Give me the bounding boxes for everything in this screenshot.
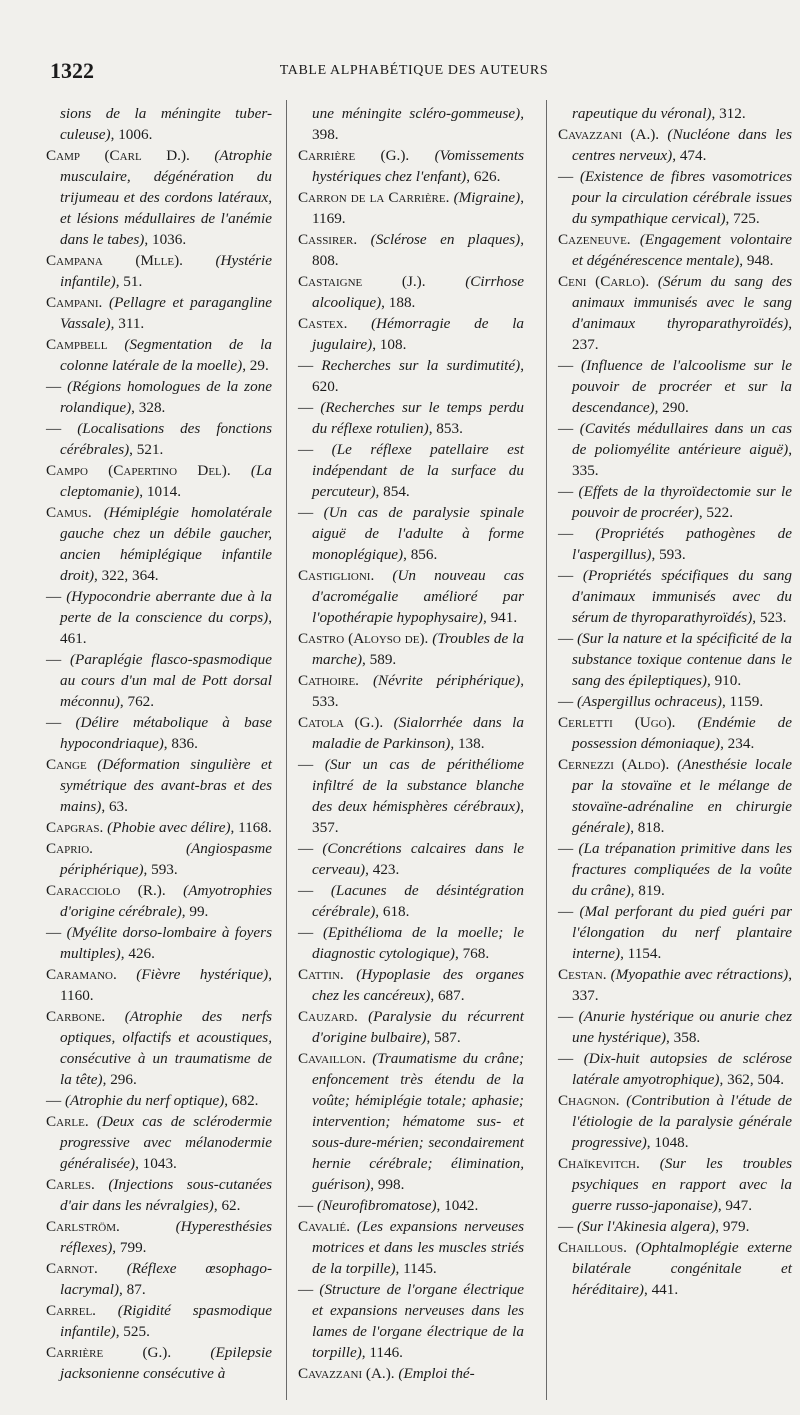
entry-title: (Neurofibromatose) <box>316 1197 437 1214</box>
entry-pages: , 618. <box>375 903 410 920</box>
index-entry <box>46 1258 272 1300</box>
entry-title: une méningite scléro-gommeuse) <box>312 105 521 122</box>
index-entry <box>298 670 524 712</box>
entry-title: (Segmentation de la colonne latérale de la moelle) <box>60 336 272 374</box>
index-entry <box>46 334 272 376</box>
entry-title: (Localisations des fonctions cérébrales) <box>60 420 273 458</box>
entry-pages: , 979. <box>715 1218 750 1235</box>
entry-author: — <box>558 420 574 437</box>
entry-title: (Traumatisme du crâne; enfoncement très étendu de la voûte; hémiplégie totale; aphasie; intervention; hématome sus- et sous-dure-mérien; secondairement hernie cérébrale; élimination, guérison) <box>312 1050 524 1193</box>
entry-author: Cestan. <box>558 966 607 983</box>
entry-title: (Atrophie musculaire, dégénération du trijumeau et des cordons latéraux, et lésions médullaires de l'anémie dans le tabes) <box>60 147 273 248</box>
entry-title: (Hypocondrie aberrante due à la perte de la conscience du corps) <box>60 588 272 626</box>
entry-author: — <box>298 357 314 374</box>
entry-author: Carles. <box>46 1176 95 1193</box>
entry-pages: , 63. <box>101 798 128 815</box>
entry-author: — <box>298 504 314 521</box>
entry-title: (Angiospasme périphérique) <box>60 840 272 878</box>
entry-author: — <box>558 525 574 542</box>
entry-author: — <box>298 1197 314 1214</box>
index-entry <box>572 103 792 124</box>
entry-pages: , 1146. <box>361 1344 403 1361</box>
page-number: 1322 <box>50 58 94 83</box>
entry-pages: , 589. <box>362 651 397 668</box>
entry-title: (Paralysie du récurrent d'origine bulbaire) <box>312 1008 524 1046</box>
index-entry <box>558 1153 792 1216</box>
entry-pages: , 819. <box>630 882 665 899</box>
index-entry <box>46 1174 272 1216</box>
entry-author: — <box>46 714 62 731</box>
entry-author: Catola (G.). <box>298 714 384 731</box>
entry-title: (Hyperesthésies réflexes) <box>60 1218 272 1256</box>
entry-author: — <box>558 903 574 920</box>
entry-pages: , 626. <box>466 168 501 185</box>
entry-pages: , 234. <box>720 735 755 752</box>
entry-author: — <box>558 357 574 374</box>
entry-pages: , 1169. <box>312 189 524 227</box>
entry-title: rapeutique du véronal) <box>572 105 712 122</box>
column-rule <box>286 100 287 1400</box>
entry-author: — <box>558 630 574 647</box>
entry-pages: , 312. <box>711 105 746 122</box>
entry-title: (Un nouveau cas d'acromégalie amélioré par l'opothérapie hypophysaire) <box>312 567 524 626</box>
entry-author: Carrière (G.). <box>298 147 410 164</box>
entry-author: Castiglioni. <box>298 567 375 584</box>
entry-title: (Hémiplégie homolatérale gauche chez un débile gaucher, ancien hémiplégique infantile droit) <box>60 504 272 584</box>
entry-author: — <box>46 420 62 437</box>
index-entry <box>298 628 525 670</box>
entry-title: (Propriétés pathogènes de l'aspergillus) <box>572 525 792 563</box>
entry-title: (Paraplégie flasco-spasmodique au cours d'un mal de Pott dorsal méconnu) <box>60 651 272 710</box>
entry-title: (Anurie hystérique ou anurie chez une hystérique) <box>572 1008 793 1046</box>
entry-author: Cavazzani (A.). <box>558 126 660 143</box>
index-entry <box>558 124 793 166</box>
entry-author: — <box>558 1218 574 1235</box>
entry-pages: , 461. <box>60 609 272 647</box>
index-entry <box>298 838 524 880</box>
entry-title: (Concrétions calcaires dans le cerveau) <box>312 840 524 878</box>
index-entry <box>46 712 272 754</box>
entry-author: — <box>298 882 314 899</box>
entry-author: Castaigne (J.). <box>298 273 426 290</box>
entry-title: (Sialorrhée dans la maladie de Parkinson) <box>312 714 524 752</box>
entry-title: (Ophtalmoplégie externe bilatérale congénitale et héréditaire) <box>572 1239 792 1298</box>
entry-author: — <box>46 651 62 668</box>
index-entry <box>46 292 273 334</box>
entry-author: Cavalié. <box>298 1218 351 1235</box>
index-entry <box>558 901 793 964</box>
column-rule <box>546 100 547 1400</box>
index-entry <box>298 145 524 187</box>
entry-title: (Injections sous-cutanées d'air dans les névralgies) <box>60 1176 272 1214</box>
entry-pages: , 768. <box>454 945 490 962</box>
entry-title: (Phobie avec délire) <box>107 819 231 836</box>
index-entry <box>558 418 793 481</box>
entry-author: — <box>298 924 314 941</box>
entry-author: Cavazzani (A.). <box>298 1365 395 1382</box>
entry-title: (Aspergillus ochraceus) <box>576 693 722 710</box>
entry-title: Recherches sur la surdimutité) <box>321 357 521 374</box>
index-entry <box>60 103 272 145</box>
entry-title: (La trépanation primitive dans les fractures compliquées de la voûte du crâne) <box>572 840 792 899</box>
index-entry <box>558 355 792 418</box>
entry-title: (Les expansions nerveuses motrices et dans les muscles striés de la torpille) <box>312 1218 524 1277</box>
entry-pages: , 856. <box>403 546 438 563</box>
index-entry <box>558 838 792 901</box>
entry-title: (Dix-huit autopsies de sclérose latérale amyotrophique) <box>572 1050 792 1088</box>
entry-author: Cattin. <box>298 966 344 983</box>
index-entry <box>46 586 272 649</box>
index-entry <box>46 964 272 1006</box>
entry-title: (Existence de fibres vasomotrices pour la circulation cérébrale issues du sympathique cervical) <box>572 168 792 227</box>
entry-author: Cavaillon. <box>298 1050 366 1067</box>
entry-author: Carrel. <box>46 1302 96 1319</box>
running-title: TABLE ALPHABÉTIQUE DES AUTEURS <box>279 63 549 78</box>
entry-author: Campo (Capertino Del). <box>46 462 231 479</box>
entry-pages: , 1043. <box>135 1155 177 1172</box>
index-entry <box>46 1342 272 1384</box>
index-entry <box>558 166 792 229</box>
index-entry <box>46 460 272 502</box>
index-entry <box>46 1216 272 1258</box>
index-entry <box>46 145 273 250</box>
entry-title: (Atrophie du nerf optique) <box>64 1092 225 1109</box>
entry-author: Cange <box>46 756 87 773</box>
entry-author: Carbone. <box>46 1008 106 1025</box>
index-entry <box>558 481 793 523</box>
entry-pages: , 99. <box>181 903 209 920</box>
entry-title: (Effets de la thyroïdectomie sur le pouvoir de procréer) <box>572 483 793 521</box>
entry-author: — <box>558 483 574 500</box>
entry-pages: , 322, 364. <box>94 567 159 584</box>
entry-author: — <box>558 840 574 857</box>
entry-pages: , 237. <box>572 315 792 353</box>
entry-pages: , 290. <box>654 399 689 416</box>
entry-pages: , 87. <box>119 1281 146 1298</box>
entry-pages: , 62. <box>213 1197 241 1214</box>
entry-pages: , 587. <box>426 1029 461 1046</box>
entry-author: Caracciolo (R.). <box>46 882 166 899</box>
entry-pages: , 799. <box>112 1239 147 1256</box>
entry-pages: , 1154. <box>620 945 662 962</box>
entry-pages: , 474. <box>672 147 707 164</box>
entry-pages: , 522. <box>698 504 733 521</box>
entry-pages: , 1145. <box>395 1260 437 1277</box>
index-entry <box>46 649 272 712</box>
index-entry <box>558 1090 793 1153</box>
entry-title: (Recherches sur le temps perdu du réflexe rotulien) <box>312 399 525 437</box>
entry-title: (Contribution à l'étude de l'étiologie de la paralysie générale progressive) <box>572 1092 793 1151</box>
index-entry <box>298 502 525 565</box>
entry-pages: , 51. <box>115 273 143 290</box>
entry-title: (Engagement volontaire et dégénérescence mentale) <box>572 231 792 269</box>
entry-pages: , 1168. <box>230 819 272 836</box>
entry-title: (Sérum du sang des animaux immunisés avec le sang d'animaux thyroparathyroïdés) <box>572 273 792 332</box>
entry-author: Caramano. <box>46 966 117 983</box>
entry-title: (Structure de l'organe électrique et expansions nerveuses dans les lames de l'organe électrique de la torpille) <box>312 1281 524 1361</box>
entry-pages: , 358. <box>666 1029 701 1046</box>
entry-author: — <box>46 924 62 941</box>
entry-pages: , 311. <box>110 315 145 332</box>
index-entry <box>298 187 524 229</box>
entry-pages: , 525. <box>115 1323 150 1340</box>
entry-author: Campana (Mlle). <box>46 252 183 269</box>
entry-pages: , 910. <box>706 672 742 689</box>
entry-pages: , 1036. <box>144 231 187 248</box>
entry-pages: , 335. <box>572 441 792 479</box>
entry-title: (Hypoplasie des organes chez les cancéreux) <box>312 966 524 1004</box>
entry-title: (Atrophie des nerfs optiques, olfactifs et acoustiques, consécutive à un traumatisme de la tête) <box>60 1008 273 1088</box>
entry-title: (Un cas de paralysie spinale aiguë de l'adulte à forme monoplégique) <box>312 504 525 563</box>
index-entry <box>46 817 272 838</box>
index-entry <box>558 1048 792 1090</box>
entry-pages: , 836. <box>163 735 198 752</box>
entry-pages: , 188. <box>381 294 416 311</box>
entry-author: Carnot. <box>46 1260 98 1277</box>
entry-pages: , 947. <box>717 1197 752 1214</box>
entry-pages: , 948. <box>739 252 774 269</box>
entry-author: Chaïkevitch. <box>558 1155 640 1172</box>
index-entry <box>46 1111 272 1174</box>
entry-author: Cazeneuve. <box>558 231 631 248</box>
entry-pages: , 108. <box>372 336 407 353</box>
index-column-3 <box>558 103 792 1300</box>
index-entry <box>46 1006 273 1090</box>
entry-author: — <box>46 378 62 395</box>
entry-title: (Epithélioma de la moelle; le diagnostic cytologique) <box>312 924 525 962</box>
index-entry <box>46 880 272 922</box>
entry-title: (Myélite dorso-lombaire à foyers multiples) <box>60 924 272 962</box>
entry-author: Ceni (Carlo). <box>558 273 650 290</box>
entry-title: (Myopathie avec rétractions) <box>610 966 789 983</box>
entry-title: (Influence de l'alcoolisme sur le pouvoir de procréer et sur la descendance) <box>572 357 792 416</box>
entry-title: (Amyotrophies d'origine cérébrale) <box>60 882 272 920</box>
index-column-2 <box>298 103 524 1384</box>
entry-pages: , 854. <box>375 483 410 500</box>
entry-author: Carlström. <box>46 1218 120 1235</box>
entry-title: (Mal perforant du pied guéri par l'élongation du nerf plantaire interne) <box>572 903 793 962</box>
index-entry <box>558 1216 792 1237</box>
entry-title: (Rigidité spasmodique infantile) <box>60 1302 272 1340</box>
entry-title: (Emploi thé- <box>398 1365 475 1382</box>
entry-author: — <box>558 567 574 584</box>
entry-title: (Propriétés spécifiques du sang d'animaux immunisés avec du sérum de thyroparathyroïdés) <box>572 567 793 626</box>
entry-pages: , 1042. <box>436 1197 479 1214</box>
entry-pages: , 725. <box>725 210 760 227</box>
entry-pages: , 523. <box>752 609 787 626</box>
index-entry <box>46 418 273 460</box>
entry-author: — <box>298 399 314 416</box>
index-entry <box>298 565 524 628</box>
entry-author: Cerletti (Ugo). <box>558 714 676 731</box>
entry-title: (Troubles de la marche) <box>312 630 525 668</box>
entry-title: (Lacunes de désintégration cérébrale) <box>312 882 524 920</box>
entry-author: Camp (Carl D.). <box>46 147 190 164</box>
entry-pages: , 853. <box>428 420 463 437</box>
entry-pages: , 818. <box>630 819 665 836</box>
page-header <box>50 58 778 88</box>
entry-title: sions de la méningite tuber-culeuse) <box>60 105 272 143</box>
entry-author: — <box>558 1050 574 1067</box>
entry-title: (Endémie de possession démoniaque) <box>572 714 793 752</box>
index-entry <box>298 355 524 397</box>
entry-pages: , 441. <box>643 1281 679 1298</box>
index-entry <box>298 313 525 355</box>
entry-pages: , 1006. <box>110 126 153 143</box>
index-entry <box>298 754 524 838</box>
index-entry <box>298 964 524 1006</box>
index-entry <box>558 964 792 1006</box>
entry-title: (Délire métabolique à base hypocondriaque) <box>60 714 272 752</box>
index-entry <box>298 397 525 439</box>
index-entry <box>46 1300 272 1342</box>
index-entry <box>558 229 792 271</box>
entry-author: — <box>46 588 62 605</box>
index-entry <box>298 1216 524 1279</box>
index-entry <box>298 229 524 271</box>
entry-title: (Sclérose en plaques) <box>370 231 521 248</box>
index-entry <box>46 502 272 586</box>
index-entry <box>558 712 793 754</box>
index-entry <box>298 712 524 754</box>
index-entry <box>298 880 524 922</box>
index-entry <box>558 1237 792 1300</box>
entry-pages: , 29. <box>242 357 269 374</box>
index-entry <box>558 691 792 712</box>
entry-title: (Régions homologues de la zone rolandique) <box>60 378 273 416</box>
index-entry <box>46 376 273 418</box>
index-entry <box>298 1006 524 1048</box>
index-entry <box>558 1006 793 1048</box>
index-column-1 <box>46 103 272 1384</box>
entry-author: Chagnon. <box>558 1092 620 1109</box>
entry-pages: , 593. <box>143 861 178 878</box>
entry-title: (Réflexe œsophago-lacrymal) <box>60 1260 272 1298</box>
entry-title: (Hystérie infantile) <box>60 252 273 290</box>
entry-title: (Anesthésie locale par la stovaïne et le mélange de stovaïne-adrénaline en chirurgie générale) <box>572 756 792 836</box>
entry-pages: , 1014. <box>139 483 182 500</box>
entry-title: (Sur un cas de périthéliome infiltré de la substance blanche des deux hémisphères cérébraux) <box>312 756 524 815</box>
entry-title: (Hémorragie de la jugulaire) <box>312 315 525 353</box>
index-entry <box>298 1048 524 1195</box>
entry-author: — <box>298 1281 314 1298</box>
entry-title: (Le réflexe patellaire est indépendant de la surface du percuteur) <box>312 441 525 500</box>
entry-author: Carrière (G.). <box>46 1344 172 1361</box>
entry-pages: , 521. <box>129 441 164 458</box>
entry-pages: , 296. <box>102 1071 137 1088</box>
entry-title: (Sur la nature et la spécificité de la substance toxique contenue dans le sang des épileptiques) <box>572 630 793 689</box>
entry-title: (Sur les troubles psychiques en rapport avec la guerre russo-japonaise) <box>572 1155 792 1214</box>
entry-pages: , 328. <box>131 399 166 416</box>
index-entry <box>558 271 792 355</box>
entry-author: Capgras. <box>46 819 104 836</box>
entry-title: (Pellagre et paragangline Vassale) <box>60 294 273 332</box>
index-entry <box>46 922 272 964</box>
entry-pages: , 362, 504. <box>719 1071 785 1088</box>
entry-pages: , 620. <box>312 357 524 395</box>
entry-pages: , 337. <box>572 966 792 1004</box>
entry-pages: , 1159. <box>721 693 764 710</box>
entry-pages: , 138. <box>450 735 485 752</box>
entry-title: (Cirrhose alcoolique) <box>312 273 524 311</box>
entry-title: (Cavités médullaires dans un cas de poliomyélite antérieure aiguë) <box>572 420 793 458</box>
entry-pages: , 426. <box>120 945 155 962</box>
index-entry <box>46 754 272 817</box>
entry-author: — <box>558 1008 574 1025</box>
entry-author: — <box>298 840 314 857</box>
index-entry <box>46 250 273 292</box>
entry-author: — <box>558 168 574 185</box>
entry-title: (Deux cas de sclérodermie progressive avec mélanodermie généralisée) <box>60 1113 272 1172</box>
entry-author: Carle. <box>46 1113 89 1130</box>
entry-pages: , 998. <box>370 1176 405 1193</box>
entry-author: Cauzard. <box>298 1008 358 1025</box>
index-entry <box>298 922 525 964</box>
entry-title: (Fièvre hystérique) <box>136 966 269 983</box>
entry-pages: , 533. <box>312 672 524 710</box>
entry-title: (Epilepsie jacksonienne consécutive à <box>60 1344 272 1382</box>
entry-author: Camus. <box>46 504 92 521</box>
entry-author: Castex. <box>298 315 348 332</box>
entry-author: Cassirer. <box>298 231 358 248</box>
entry-author: — <box>558 693 574 710</box>
index-entry <box>298 1195 524 1216</box>
entry-pages: , 682. <box>224 1092 259 1109</box>
index-entry <box>298 1363 524 1384</box>
entry-author: — <box>298 441 314 458</box>
entry-author: Campani. <box>46 294 103 311</box>
entry-author: Campbell <box>46 336 108 353</box>
entry-title: (Vomissements hystériques chez l'enfant) <box>312 147 524 185</box>
entry-pages: , 762. <box>119 693 155 710</box>
index-entry <box>312 103 524 145</box>
entry-pages: , 1048. <box>646 1134 689 1151</box>
index-entry <box>46 1090 272 1111</box>
entry-pages: , 357. <box>312 798 524 836</box>
index-entry <box>558 565 793 628</box>
entry-title: (Nucléone dans les centres nerveux) <box>572 126 793 164</box>
entry-title: (Névrite périphérique) <box>372 672 521 689</box>
entry-author: Cathoire. <box>298 672 359 689</box>
entry-author: Caprio. <box>46 840 93 857</box>
entry-pages: , 941. <box>482 609 518 626</box>
entry-author: Chaillous. <box>558 1239 627 1256</box>
entry-pages: , 593. <box>651 546 686 563</box>
entry-title: (La cleptomanie) <box>60 462 272 500</box>
index-entry <box>46 838 272 880</box>
entry-author: Carron de la Carrière. <box>298 189 450 206</box>
entry-title: (Sur l'Akinesia algera) <box>576 1218 716 1235</box>
index-entry <box>298 271 524 313</box>
index-entry <box>558 523 792 565</box>
index-entry <box>298 1279 524 1363</box>
entry-author: Cernezzi (Aldo). <box>558 756 670 773</box>
index-entry <box>298 439 525 502</box>
entry-pages: , 1160. <box>60 966 272 1004</box>
entry-pages: , 808. <box>312 231 524 269</box>
index-entry <box>558 628 793 691</box>
index-entry <box>558 754 792 838</box>
entry-author: Castro (Aloyso de). <box>298 630 429 647</box>
entry-author: — <box>46 1092 62 1109</box>
entry-title: (Déformation singulière et symétrique des avant-bras et des mains) <box>60 756 272 815</box>
entry-pages: , 423. <box>365 861 400 878</box>
entry-author: — <box>298 756 314 773</box>
entry-pages: , 398. <box>312 105 524 143</box>
entry-title: (Migraine) <box>453 189 521 206</box>
entry-pages: , 687. <box>430 987 465 1004</box>
